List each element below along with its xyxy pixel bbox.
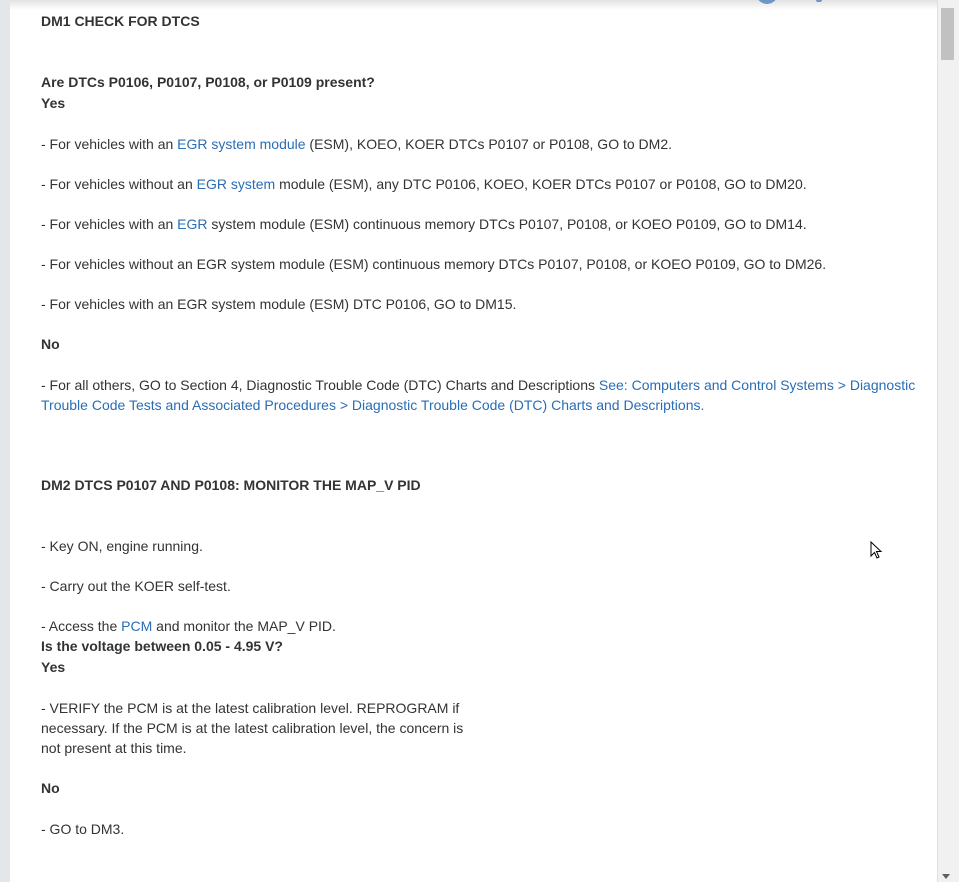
bullet-text: module (ESM), any DTC P0106, KOEO, KOER DTCs P0107 or P0108, GO to DM20. <box>275 176 807 192</box>
dtc-charts-link-part1[interactable]: See: Computers and Control Systems > Diagnostic <box>598 377 916 393</box>
dm1-bullet-3 <box>41 214 807 234</box>
dm1-yes-label: Yes <box>41 95 66 111</box>
dm1-no-line-2 <box>41 395 704 415</box>
egr-system-module-link[interactable]: EGR system module <box>177 136 306 152</box>
dm2-step-2: - Carry out the KOER self-test. <box>41 578 231 594</box>
document-panel <box>10 0 938 882</box>
dm2-yes-line-1: - VERIFY the PCM is at the latest calibration level. REPROGRAM if <box>41 700 460 716</box>
egr-link[interactable]: EGR <box>177 216 208 232</box>
scroll-down-arrow-icon[interactable] <box>942 874 950 879</box>
dm1-bullet-2 <box>41 174 807 194</box>
bullet-text: - For vehicles with an <box>41 216 178 232</box>
dm2-step-1: - Key ON, engine running. <box>41 538 203 554</box>
bullet-text: - For all others, GO to Section 4, Diagnostic Trouble Code (DTC) Charts and Descriptions <box>41 377 599 393</box>
dm2-no-label: No <box>41 780 60 796</box>
dm1-no-label: No <box>41 336 60 352</box>
dm2-yes-line-3: not present at this time. <box>41 740 187 756</box>
dm2-no-line-1: - GO to DM3. <box>41 821 125 837</box>
dm1-bullet-1 <box>41 134 672 154</box>
dm2-question: Is the voltage between 0.05 - 4.95 V? <box>41 638 283 654</box>
link-period: . <box>700 397 705 413</box>
dm1-no-line-1 <box>41 375 915 395</box>
window-left-edge <box>0 0 10 882</box>
mouse-cursor-icon <box>870 541 884 561</box>
dm1-bullet-4: - For vehicles without an EGR system module (ESM) continuous memory DTCs P0107, P0108, or KOEO P0109, GO to DM26. <box>41 256 827 272</box>
dm1-question: Are DTCs P0106, P0107, P0108, or P0109 present? <box>41 74 375 90</box>
dm1-bullet-5: - For vehicles with an EGR system module (ESM) DTC P0106, GO to DM15. <box>41 296 517 312</box>
bullet-text: - Access the <box>41 618 122 634</box>
egr-system-link[interactable]: EGR system <box>196 176 276 192</box>
bullet-text: - For vehicles without an <box>41 176 197 192</box>
bullet-text: (ESM), KOEO, KOER DTCs P0107 or P0108, GO to DM2. <box>305 136 672 152</box>
dm1-title: DM1 CHECK FOR DTCS <box>41 13 200 29</box>
bullet-text: and monitor the MAP_V PID. <box>152 618 336 634</box>
bullet-text: - For vehicles with an <box>41 136 178 152</box>
scrollbar-thumb[interactable] <box>941 8 954 60</box>
vertical-scrollbar[interactable] <box>937 0 959 882</box>
bullet-text: system module (ESM) continuous memory DTCs P0107, P0108, or KOEO P0109, GO to DM14. <box>207 216 807 232</box>
dm2-title: DM2 DTCS P0107 AND P0108: MONITOR THE MAP_V PID <box>41 477 421 493</box>
dm2-yes-label: Yes <box>41 659 66 675</box>
dm2-step-3 <box>41 616 336 636</box>
dm2-yes-line-2: necessary. If the PCM is at the latest calibration level, the concern is <box>41 720 464 736</box>
dtc-charts-link-part2[interactable]: Trouble Code Tests and Associated Procedures > Diagnostic Trouble Code (DTC) Charts and Descriptions <box>41 397 701 413</box>
top-toolbar-edge <box>10 0 938 10</box>
pcm-link[interactable]: PCM <box>121 618 153 634</box>
